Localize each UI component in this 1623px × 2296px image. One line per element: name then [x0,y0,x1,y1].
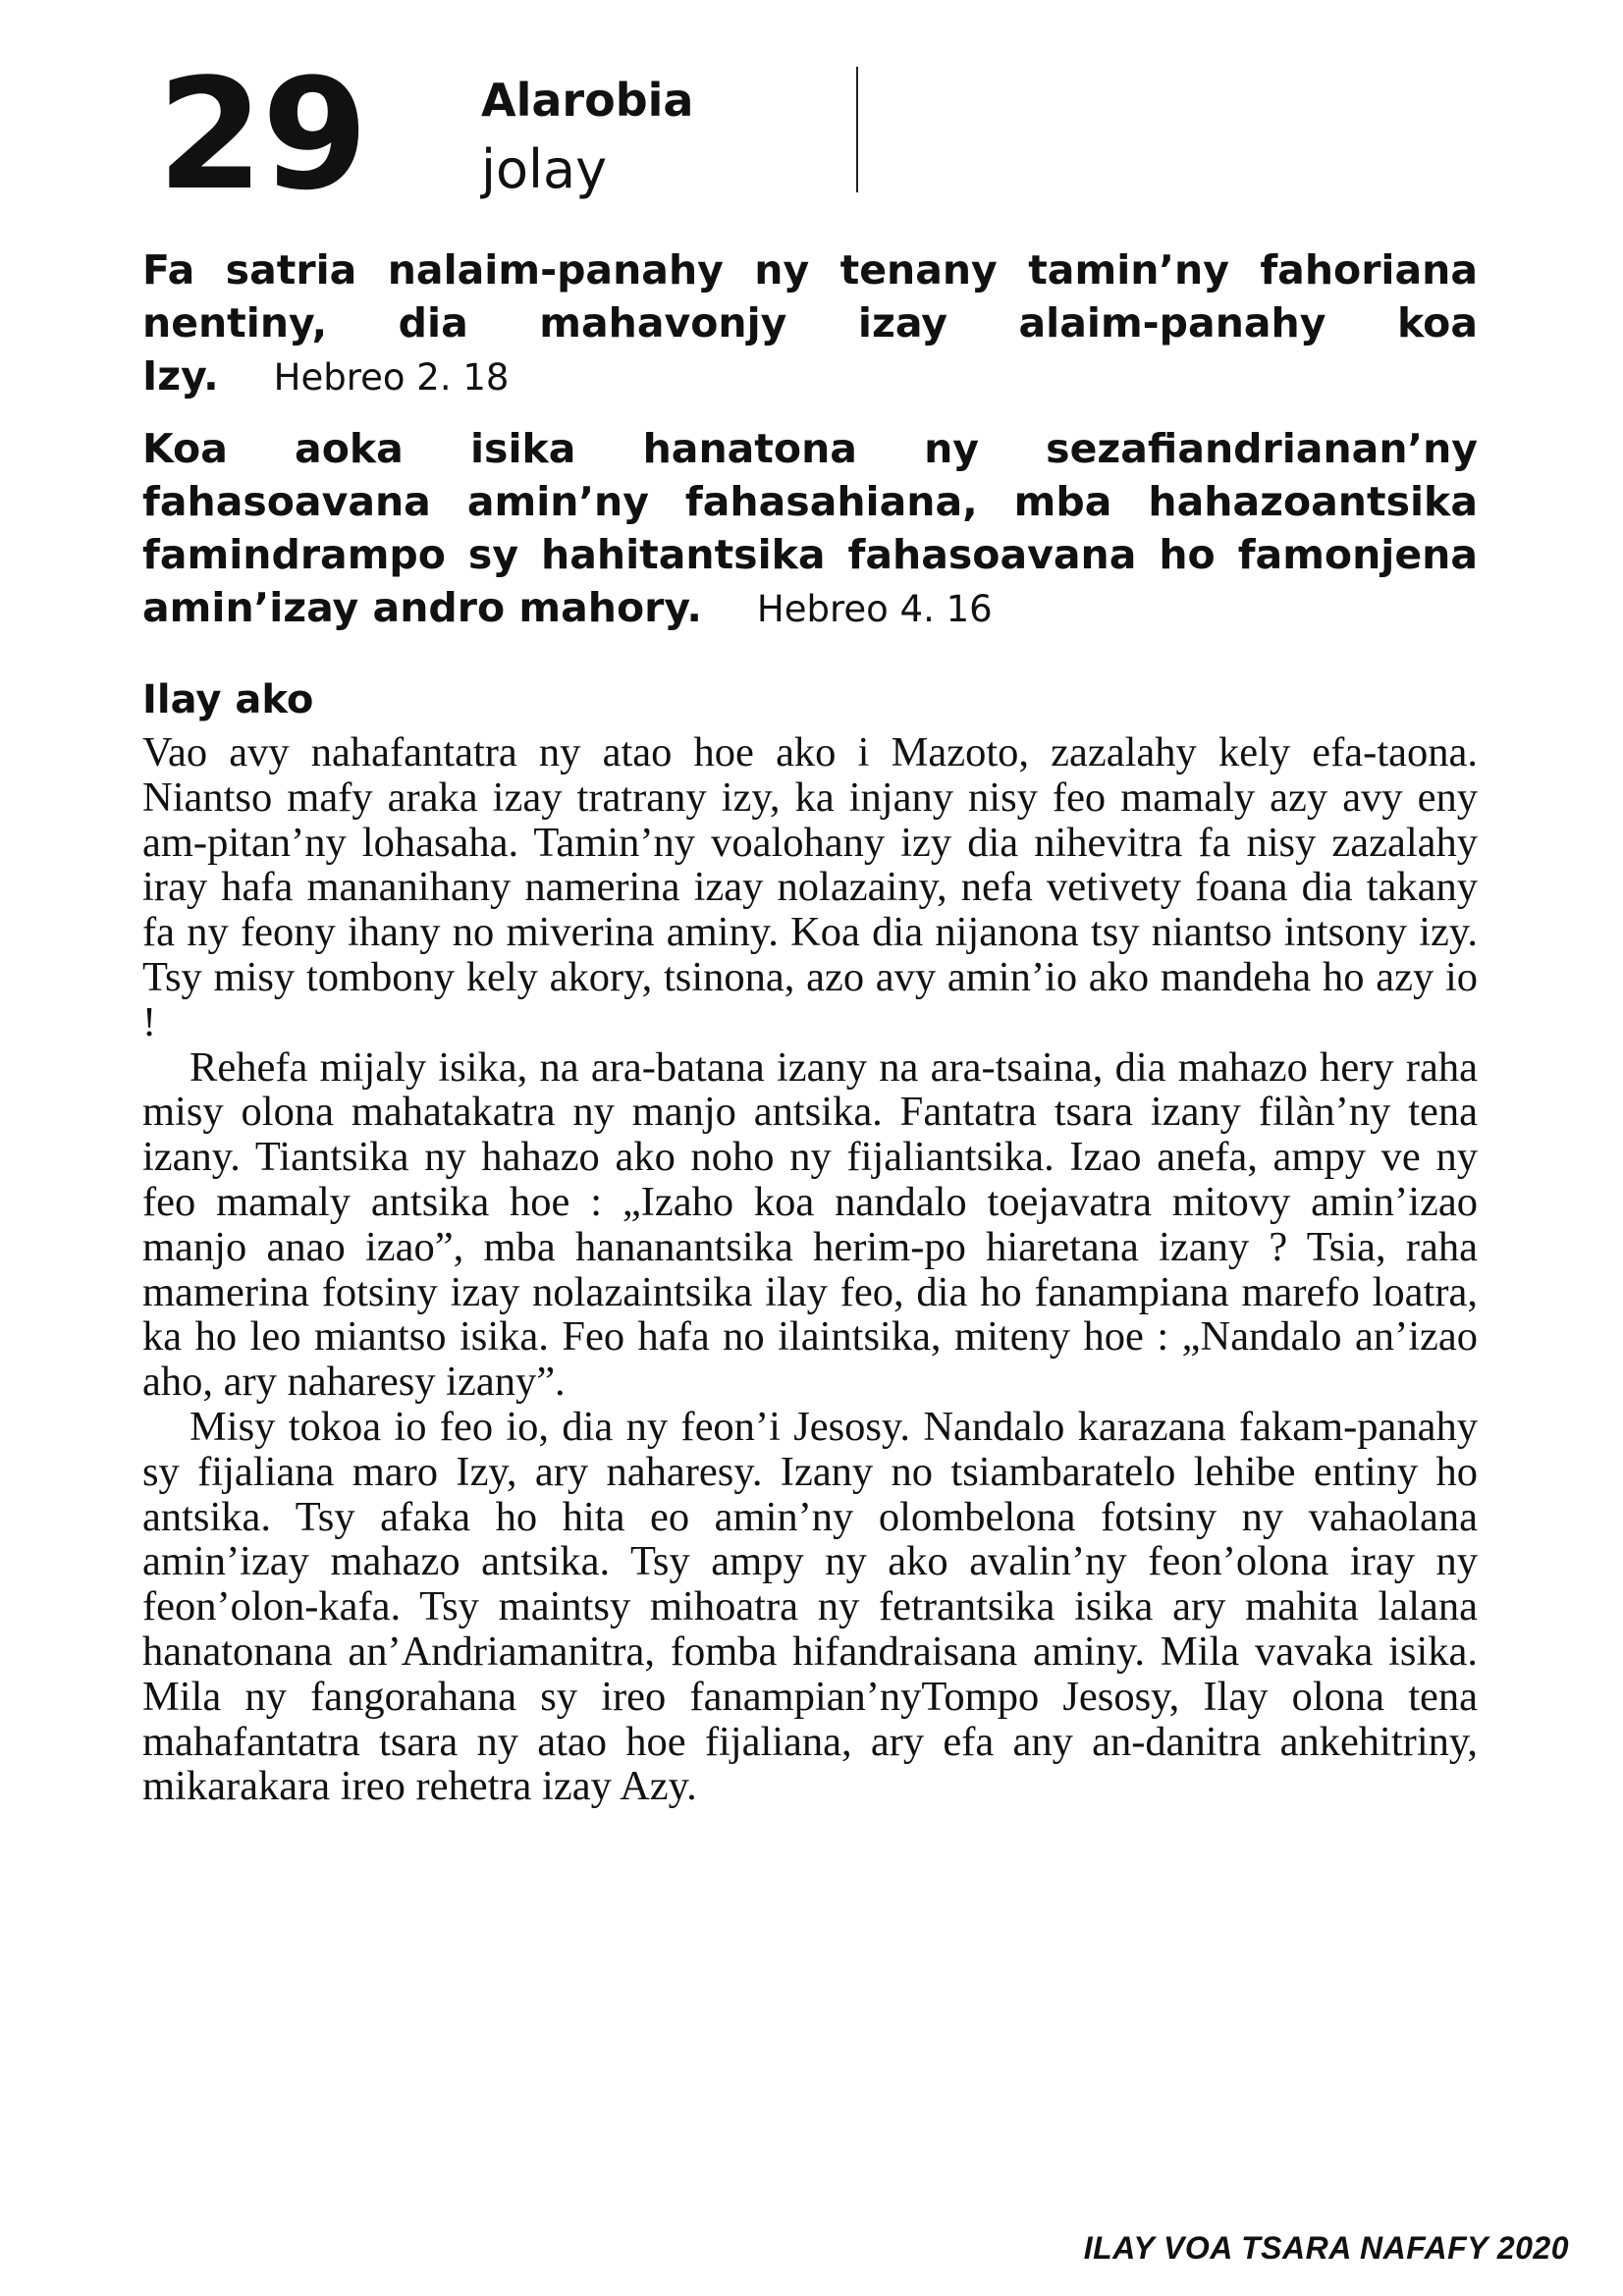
verse-2-text: Koa aoka isika hanatona ny sezafiandrianan’ny fahasoavana amin’ny fahasahiana, mba hahazoantsika famindrampo sy hahitantsika fahasoavana ho famonjena amin’izay andro mahory. [142,425,1478,631]
section-title: Ilay ako [142,677,314,722]
verse-2-reference: Hebreo 4. 16 [756,588,993,630]
paragraph-3: Misy tokoa io feo io, dia ny feon’i Jesosy. Nandalo karazana fakam-panahy sy fijaliana maro Izy, ary naharesy. Izany no tsiambaratelo lehibe entiny ho antsika. Tsy afaka ho hita eo amin’ny olombelona fotsiny ny vahaolana amin’izay mahazo antsika. Tsy ampy ny ako avalin’ny feon’olona iray ny feon’olon-kafa. Tsy maintsy mihoatra ny fetrantsika isika ary mahita lalana hanatonana an’Andriamanitra, fomba hifandraisana aminy. Mila vavaka isika. Mila ny fangorahana sy ireo fanampian’nyTompo Jesosy, Ilay olona tena mahafantatra tsara ny atao hoe fijaliana, ary efa any an-danitra ankehitriny, mikarakara ireo rehetra izay Azy. [142,1403,1478,1810]
verse-2 [142,422,1478,636]
verse-1 [142,243,1478,404]
paragraph-2: Rehefa mijaly isika, na ara-batana izany na ara-tsaina, dia mahazo hery raha misy olona mahatakatra ny manjo antsika. Fantatra tsara izany filàn’ny tena izany. Tiantsika ny hahazo ako noho ny fijaliantsika. Izao anefa, ampy ve ny feo mamaly antsika hoe : „Izaho koa nandalo toejavatra mitovy amin’izao manjo anao izao”, mba hananantsika herim-po hiaretana izany ? Tsia, raha mamerina fotsiny izay nolazaintsika ilay feo, dia ho fanampiana marefo loatra, ka ho leo miantso isika. Feo hafa no ilaintsika, miteny hoe : „Nandalo an’izao aho, ary naharesy izany”. [142,1043,1478,1406]
footer-publication: ILAY VOA TSARA NAFAFY 2020 [1083,2230,1569,2266]
header-divider [856,67,858,192]
month: jolay [481,138,608,200]
day-number: 29 [157,45,367,224]
verse-1-text: Fa satria nalaim-panahy ny tenany tamin’ny fahoriana nentiny, dia mahavonjy izay alaim-panahy koa Izy. [142,246,1478,400]
paragraph-1: Vao avy nahafantatra ny atao hoe ako i Mazoto, zazalahy kely efa-taona. Niantso mafy araka izay tratrany izy, ka injany nisy feo mamaly azy avy eny am-pitan’ny lohasaha. Tamin’ny voalohany izy dia nihevitra fa nisy zazalahy iray hafa mananihany namerina izay nolazainy, nefa vetivety foana dia takany fa ny feony ihany no miverina aminy. Koa dia nijanona tsy niantso intsony izy. Tsy misy tombony kely akory, tsinona, azo avy amin’io ako mandeha ho azy io ! [142,729,1478,1045]
weekday: Alarobia [481,74,694,127]
verse-1-reference: Hebreo 2. 18 [273,356,510,399]
devotional-body [142,730,1478,1809]
date-header [157,45,864,224]
